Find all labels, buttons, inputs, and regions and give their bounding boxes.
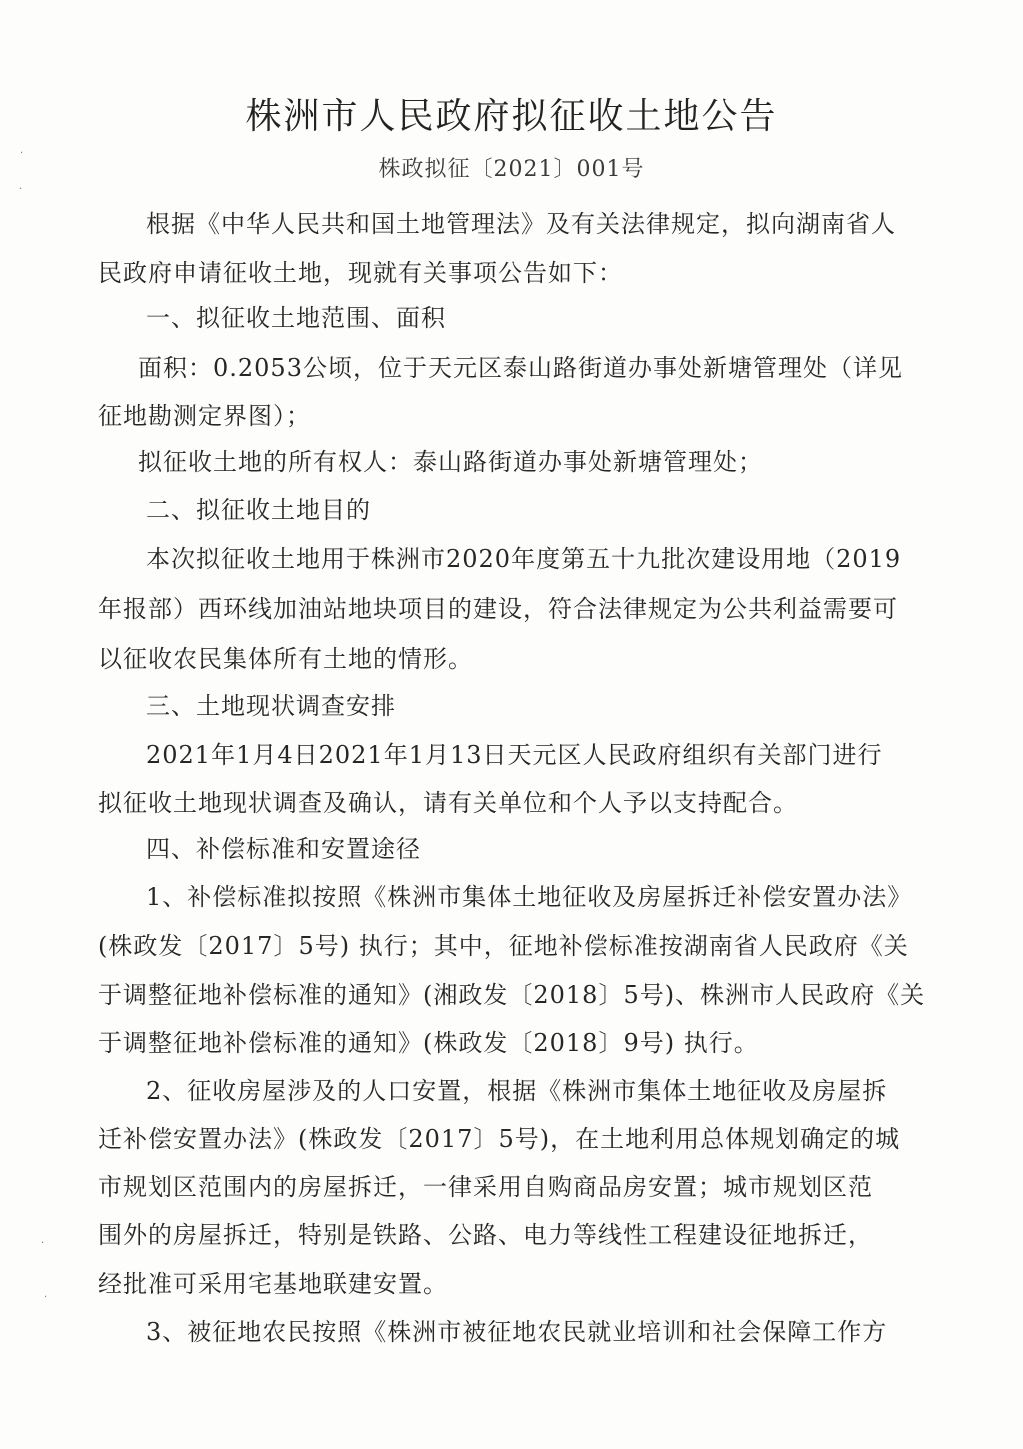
body-line: 根据《中华人民共和国土地管理法》及有关法律规定，拟向湖南省人 bbox=[146, 210, 896, 238]
body-line: 围外的房屋拆迁，特别是铁路、公路、电力等线性工程建设征地拆迁， bbox=[98, 1221, 873, 1249]
scan-speck: · bbox=[44, 1292, 48, 1303]
body-line: 3、被征地农民按照《株洲市被征地农民就业培训和社会保障工作方 bbox=[146, 1318, 888, 1346]
body-line: 以征收农民集体所有土地的情形。 bbox=[98, 645, 473, 673]
section-heading: 三、土地现状调查安排 bbox=[146, 692, 396, 720]
body-line: 迁补偿安置办法》(株政发〔2017〕5号)，在土地利用总体规划确定的城 bbox=[98, 1125, 901, 1153]
section-heading: 二、拟征收土地目的 bbox=[146, 496, 371, 524]
body-line: 市规划区范围内的房屋拆迁，一律采用自购商品房安置；城市规划区范 bbox=[98, 1173, 873, 1201]
body-line: 经批准可采用宅基地联建安置。 bbox=[98, 1270, 448, 1298]
body-line: 1、补偿标准拟按照《株洲市集体土地征收及房屋拆迁补偿安置办法》 bbox=[146, 883, 913, 911]
scan-speck: · bbox=[19, 184, 23, 195]
body-line: 年报部）西环线加油站地块项目的建设，符合法律规定为公共利益需要可 bbox=[98, 595, 898, 623]
body-line: 拟征收土地现状调查及确认，请有关单位和个人予以支持配合。 bbox=[98, 789, 798, 817]
section-heading: 一、拟征收土地范围、面积 bbox=[146, 304, 446, 332]
body-line: (株政发〔2017〕5号) 执行；其中，征地补偿标准按湖南省人民政府《关 bbox=[98, 932, 909, 960]
body-line: 拟征收土地的所有权人：泰山路街道办事处新塘管理处； bbox=[138, 448, 763, 476]
body-line: 面积：0.2053公顷，位于天元区泰山路街道办事处新塘管理处（详见 bbox=[138, 354, 903, 382]
body-line: 民政府申请征收土地，现就有关事项公告如下： bbox=[98, 259, 623, 287]
body-line: 2、征收房屋涉及的人口安置，根据《株洲市集体土地征收及房屋拆 bbox=[146, 1077, 888, 1105]
page-title: 株洲市人民政府拟征收土地公告 bbox=[245, 96, 778, 137]
body-line: 于调整征地补偿标准的通知》(湘政发〔2018〕5号)、株洲市人民政府《关 bbox=[98, 981, 926, 1009]
body-line: 本次拟征收土地用于株洲市2020年度第五十九批次建设用地（2019 bbox=[146, 545, 902, 573]
document-number: 株政拟征〔2021〕001号 bbox=[378, 157, 645, 182]
scan-speck: · bbox=[41, 1238, 45, 1249]
scan-speck: · bbox=[20, 148, 24, 159]
body-line: 于调整征地补偿标准的通知》(株政发〔2018〕9号) 执行。 bbox=[98, 1029, 759, 1057]
body-line: 征地勘测定界图）； bbox=[98, 402, 311, 430]
body-line: 2021年1月4日2021年1月13日天元区人民政府组织有关部门进行 bbox=[146, 741, 883, 769]
section-heading: 四、补偿标准和安置途径 bbox=[146, 835, 421, 863]
